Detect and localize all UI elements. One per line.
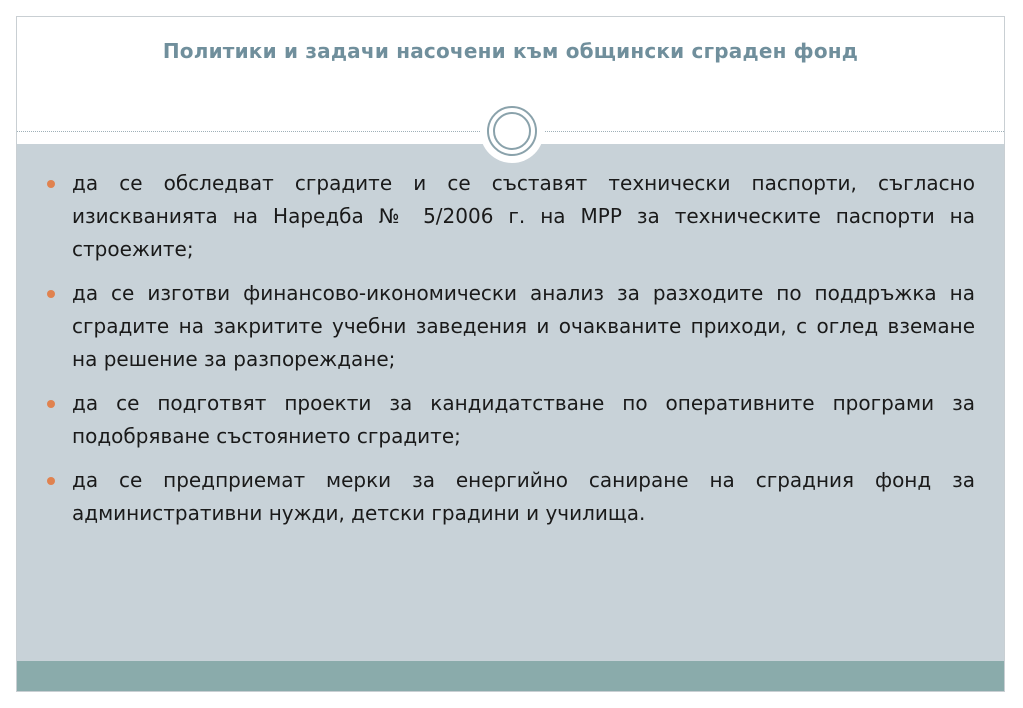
slide <box>16 16 1005 692</box>
bottom-band <box>17 661 1004 692</box>
bullet-dot-icon <box>47 290 55 298</box>
bullet-dot-icon <box>47 180 55 188</box>
bullet-text: да се подготвят проекти за кандидатстване по оперативните програми за подобряване състоянието сградите; <box>72 391 975 448</box>
list-item <box>47 464 975 530</box>
list-item <box>47 387 975 453</box>
bullet-text: да се предприемат мерки за енергийно саниране на сградния фонд за административни нужди, детски градини и училища. <box>72 468 975 525</box>
bullet-text: да се изготви финансово-икономически анализ за разходите по поддръжка на сградите на закритите учебни заведения и очакваните приходи, с оглед вземане на решение за разпореждане; <box>72 281 975 371</box>
bullet-dot-icon <box>47 477 55 485</box>
list-item <box>47 277 975 376</box>
slide-title: Политики и задачи насочени към общински сграден фонд <box>162 39 859 63</box>
ring-ornament-icon <box>480 99 544 163</box>
list-item <box>47 167 975 266</box>
bullet-text: да се обследват сградите и се съставят технически паспорти, съгласно изискванията на Наредба № 5/2006 г. на МРР за техническите паспорти на строежите; <box>72 171 975 261</box>
bullet-dot-icon <box>47 400 55 408</box>
bullet-list <box>47 167 975 541</box>
